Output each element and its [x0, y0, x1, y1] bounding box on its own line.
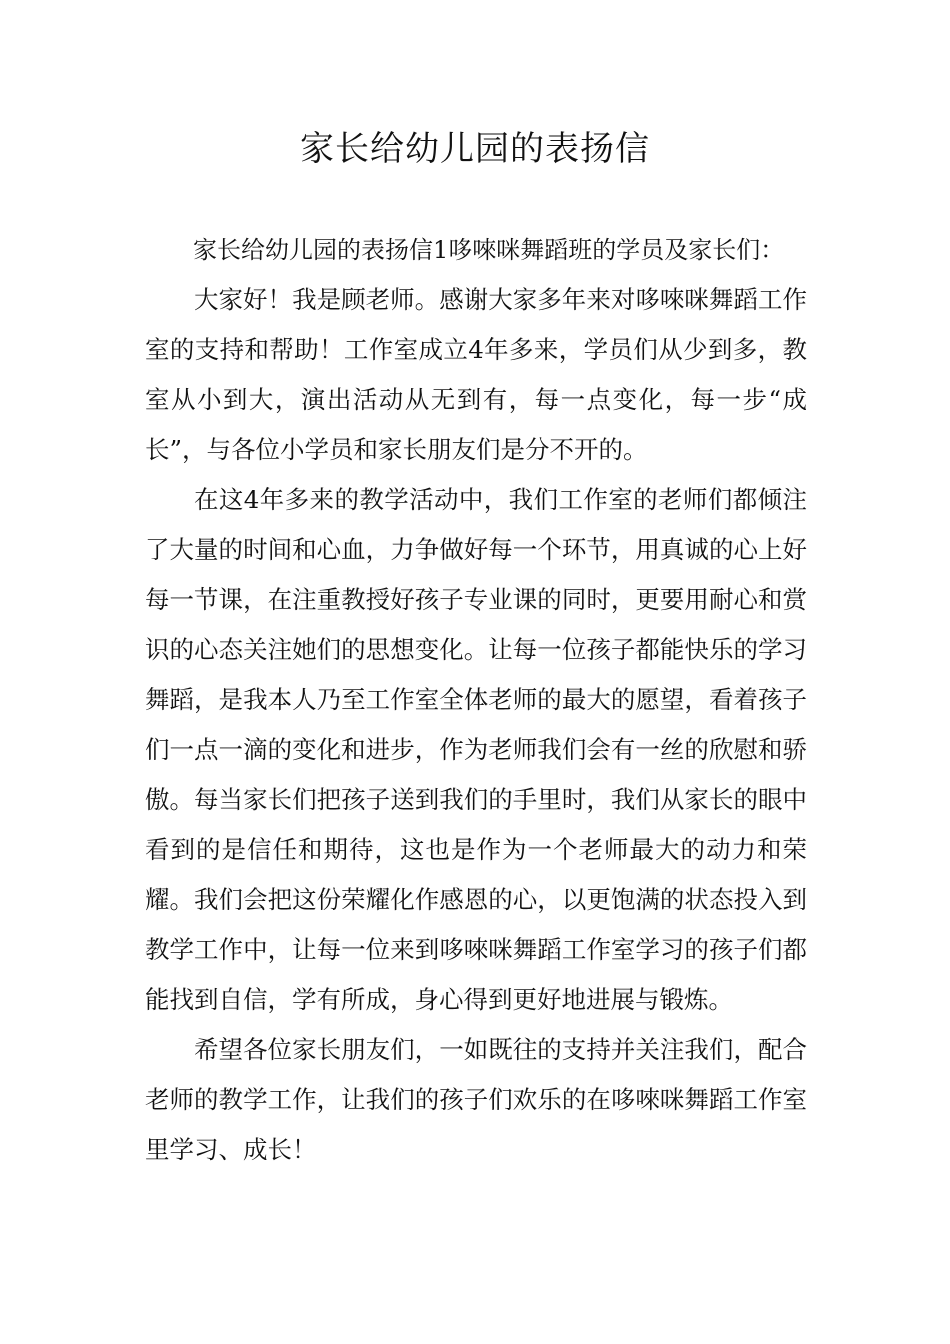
paragraph-salutation: 家长给幼儿园的表扬信1哆唻咪舞蹈班的学员及家长们：: [193, 236, 785, 264]
paragraph-main: 在这4年多来的教学活动中，我们工作室的老师们都倾注了大量的时间和心血，力争做好每一个环节，用真诚的心上好每一节课，在注重教授好孩子专业课的同时，更要用耐心和赏识的心态关注她们的思想变化。让每一位孩子都能快乐的学习舞蹈，是我本人乃至工作室全体老师的最大的愿望，看着孩子们一点一滴的变化和进步，作为老师我们会有一丝的欣慰和骄傲。每当家长们把孩子送到我们的手里时，我们从家长的眼中看到的是信任和期待，这也是作为一个老师最大的动力和荣耀。我们会把这份荣耀化作感恩的心，以更饱满的状态投入到教学工作中，让每一位来到哆唻咪舞蹈工作室学习的孩子们都能找到自信，学有所成，身心得到更好地进展与锻炼。: [145, 485, 807, 1014]
document-title: 家长给幼儿园的表扬信: [300, 129, 650, 169]
paragraph-closing: 希望各位家长朋友们，一如既往的支持并关注我们，配合老师的教学工作，让我们的孩子们欢乐的在哆唻咪舞蹈工作室里学习、成长！: [145, 1035, 807, 1164]
letter-body: [145, 225, 807, 1175]
paragraph-greeting: 大家好！我是顾老师。感谢大家多年来对哆唻咪舞蹈工作室的支持和帮助！工作室成立4年多来，学员们从少到多，教室从小到大，演出活动从无到有，每一点变化，每一步“成长”，与各位小学员和家长朋友们是分不开的。: [145, 285, 807, 464]
